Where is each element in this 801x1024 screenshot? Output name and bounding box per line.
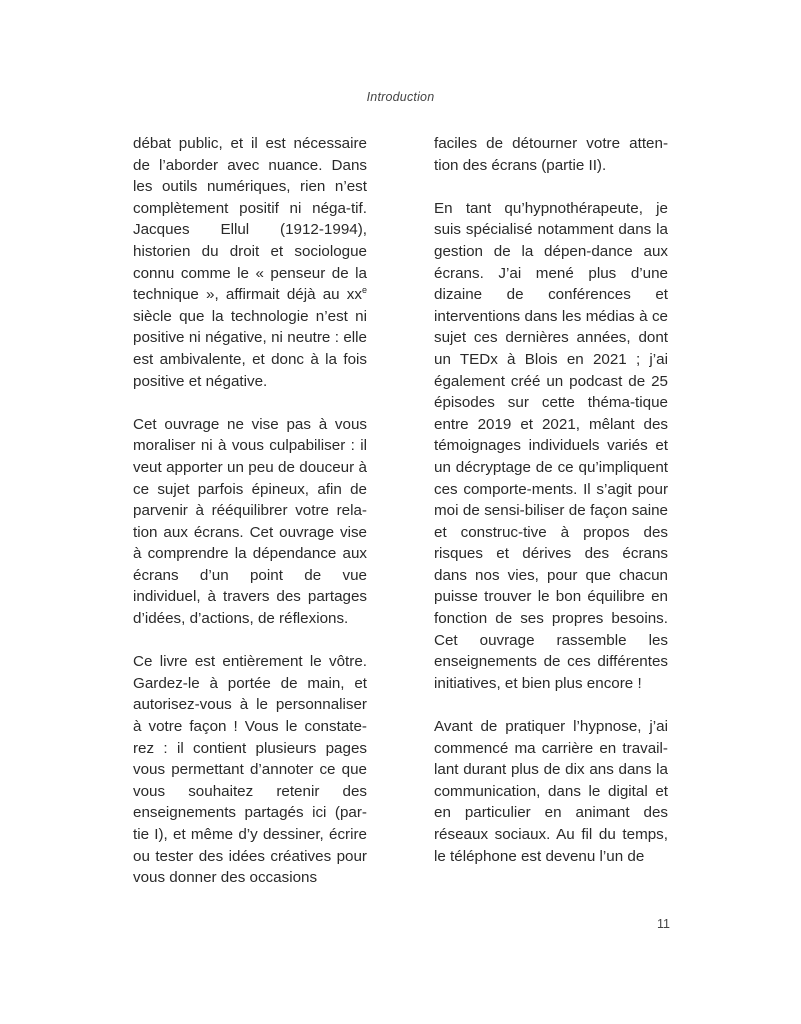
paragraph: Avant de pratiquer l’hypnose, j’ai commencé ma carrière en travail-lant durant plus de dix ans dans la communication, dans le digital et en particulier en animant des réseaux sociaux. Au fil du temps, le téléphone est devenu l’un de	[434, 718, 668, 865]
paragraph	[133, 133, 367, 392]
paragraph-text: débat public, et il est nécessaire de l’aborder avec nuance. Dans les outils numériques, rien n’est complètement positif ni néga-tif. Jacques Ellul (1912-1994), historien du droit et sociologue connu comme le « penseur de la technique », affirmait déjà au xx	[133, 135, 367, 304]
running-head: Introduction	[366, 90, 435, 104]
paragraph-text: siècle que la technologie n’est ni positive ni négative, ni neutre : elle est ambivalente, et donc à la fois positive et négative.	[133, 307, 367, 390]
paragraph: Ce livre est entièrement le vôtre. Gardez-le à portée de main, et autorisez-vous à le personnaliser à votre façon ! Vous le constate-rez : il contient plusieurs pages vous permettant d’annoter ce que vous souhaitez retenir des enseignements partagés ici (par-tie I), et même d’y dessiner, écrire ou tester des idées créatives pour vous donner des occasions	[133, 653, 367, 887]
paragraph: En tant qu’hypnothérapeute, je suis spécialisé notamment dans la gestion de la dépen-dance aux écrans. J’ai mené plus d’une dizaine de conférences et interventions dans les médias à ce sujet ces dernières années, dont un TEDx à Blois en 2021 ; j’ai également créé un podcast de 25 épisodes sur cette théma-tique entre 2019 et 2021, mêlant des témoignages individuels variés et un décryptage de ce qu’impliquent ces comporte-ments. Il s’agit pour moi de sensi-biliser de façon saine et construc-tive à propos des risques et dérives des écrans dans nos vies, pour que chacun puisse trouver le bon équilibre en fonction de ses propres besoins. Cet ouvrage rassemble les enseignements de ces différentes initiatives, et bien plus encore !	[434, 199, 668, 692]
page-number: 11	[657, 917, 670, 931]
paragraph: faciles de détourner votre atten-tion des écrans (partie II).	[434, 135, 668, 174]
superscript: e	[361, 285, 367, 296]
paragraph: Cet ouvrage ne vise pas à vous moraliser ni à vous culpabiliser : il veut apporter un peu de douceur à ce sujet parfois épineux, afin de parvenir à rééquilibrer votre rela-tion aux écrans. Cet ouvrage vise à comprendre la dépendance aux écrans d’un point de vue individuel, à travers des partages d’idées, d’actions, de réflexions.	[133, 415, 367, 628]
left-column	[133, 133, 367, 910]
right-column	[434, 133, 668, 889]
